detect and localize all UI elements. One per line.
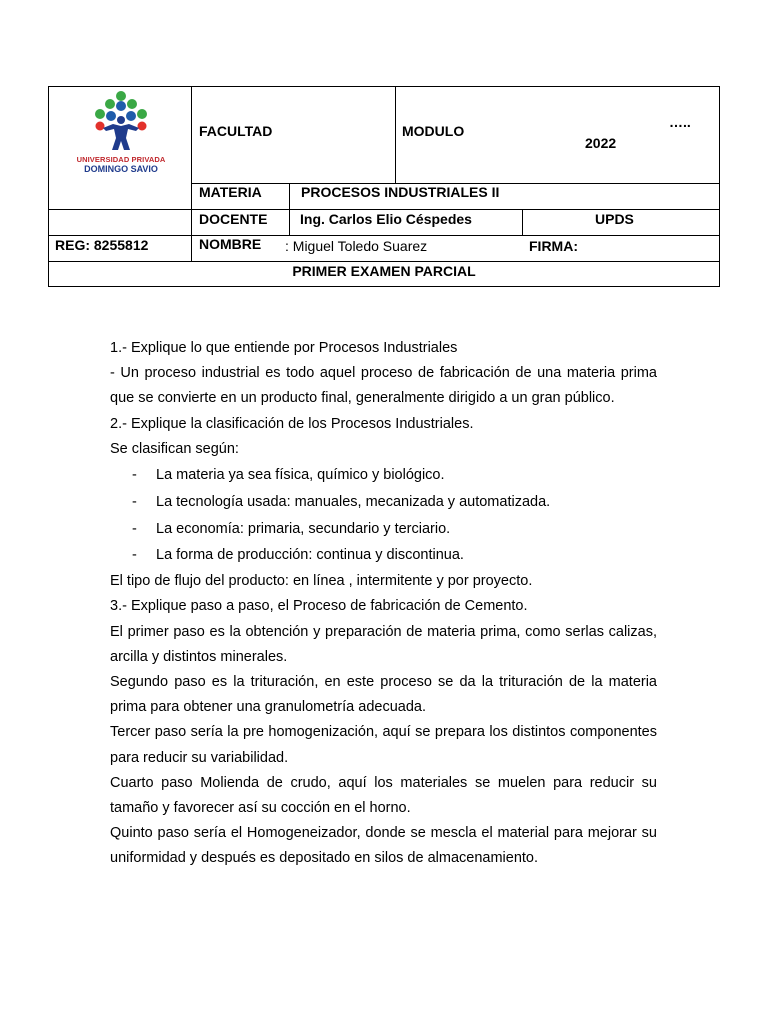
question-1: 1.- Explique lo que entiende por Procesos Industriales xyxy=(110,340,458,356)
row-divider-3 xyxy=(49,235,719,236)
step-5-text: Quinto paso sería el Homogeneizador, donde se mescla el material para mejorar su uniformidad y después es depositado en silos de almacenamiento. xyxy=(110,825,657,867)
answer-1: - Un proceso industrial es todo aquel proceso de fabricación de una materia prima que se convierte en un producto final, generalmente dirigido a un gran público. xyxy=(110,365,657,407)
step-4-text: Cuarto paso Molienda de crudo, aquí los materiales se muelen para reducir su tamaño y favorecer así su cocción en el horno. xyxy=(110,774,657,817)
answer-2-intro: Se clasifican según: xyxy=(110,440,239,457)
nombre-label: NOMBRE xyxy=(199,236,262,252)
list-item: - La materia ya sea física, químico y biológico. xyxy=(110,462,657,489)
facultad-label: FACULTAD xyxy=(199,123,273,139)
logo-emblem-icon xyxy=(76,90,166,154)
flow-type-text: El tipo de flujo del producto: en línea , intermitente y por proyecto. xyxy=(110,573,533,590)
list-item: - La tecnología usada: manuales, mecanizada y automatizada. xyxy=(110,489,657,516)
university-logo xyxy=(76,90,166,180)
institution-label: UPDS xyxy=(595,211,634,227)
docente-value: Ing. Carlos Elio Céspedes xyxy=(300,211,472,227)
list-item: - La economía: primaria, secundario y terciario. xyxy=(110,516,657,543)
logo-text-line1: UNIVERSIDAD PRIVADA xyxy=(76,155,166,164)
reg-number: REG: 8255812 xyxy=(55,237,149,253)
col-divider-2 xyxy=(395,87,396,183)
step-2-text: Segundo paso es la trituración, en este proceso se da la trituración de la materia prima para obtener una granulometría adecuada. xyxy=(110,674,657,716)
classification-list xyxy=(110,462,657,569)
docente-label: DOCENTE xyxy=(199,211,268,227)
materia-label: MATERIA xyxy=(199,184,262,200)
bullet-dash: - xyxy=(132,547,137,564)
modulo-dots: ….. xyxy=(669,114,691,130)
exam-title: PRIMER EXAMEN PARCIAL xyxy=(292,263,476,279)
question-2: 2.- Explique la clasificación de los Procesos Industriales. xyxy=(110,415,474,432)
nombre-value: : Miguel Toledo Suarez xyxy=(285,238,428,254)
materia-value: PROCESOS INDUSTRIALES II xyxy=(301,184,500,200)
firma-label: FIRMA: xyxy=(529,238,578,254)
row-divider-4 xyxy=(49,261,719,262)
modulo-label: MODULO xyxy=(402,123,465,139)
list-item: - La forma de producción: continua y discontinua. xyxy=(110,542,657,569)
question-3: 3.- Explique paso a paso, el Proceso de fabricación de Cemento. xyxy=(110,598,528,615)
header-table xyxy=(48,86,720,287)
step-1-text: El primer paso es la obtención y preparación de materia prima, como serlas calizas, arcilla y distintos minerales. xyxy=(110,623,657,665)
bullet-dash: - xyxy=(132,467,137,484)
step-3-text: Tercer paso sería la pre homogenización, aquí se prepara los distintos componentes para reducir su variabilidad. xyxy=(110,724,657,766)
col-divider-4 xyxy=(522,209,523,235)
row-divider-2 xyxy=(49,209,719,210)
bullet-dash: - xyxy=(132,520,137,537)
year-value: 2022 xyxy=(585,135,617,151)
logo-text-line2: DOMINGO SAVIO xyxy=(84,164,158,174)
exam-answers xyxy=(110,336,657,872)
bullet-dash: - xyxy=(132,493,137,510)
